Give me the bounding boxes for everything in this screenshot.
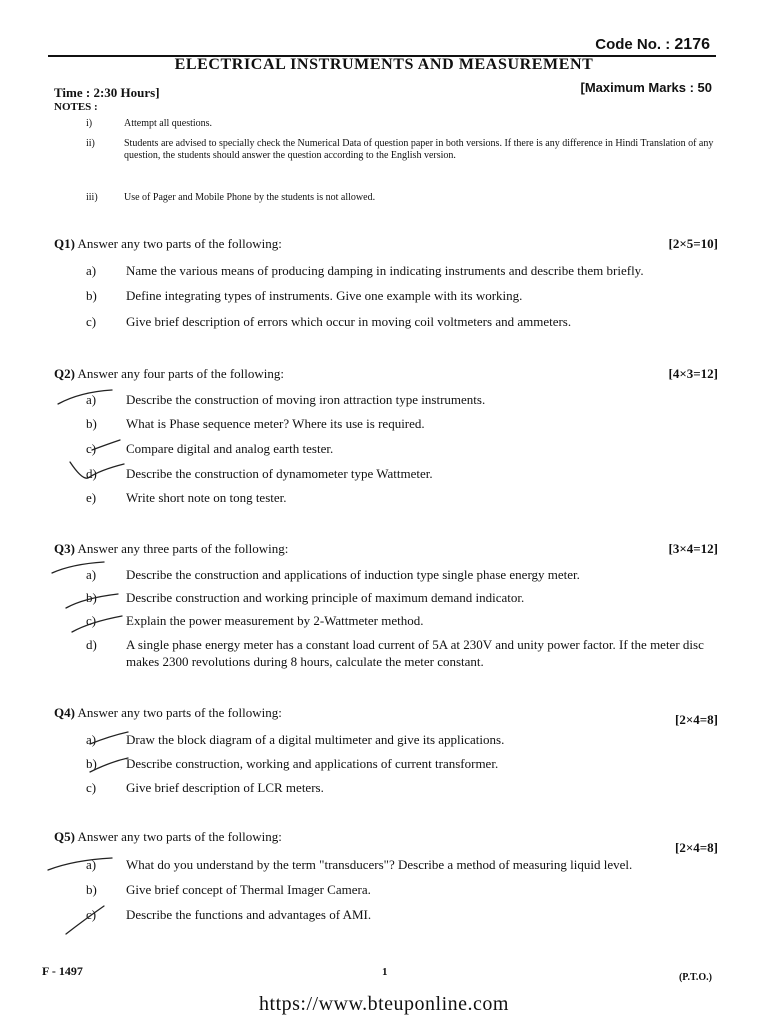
note-text: Students are advised to specially check the Numerical Data of question paper in both versions. If there is any difference in Hindi Translation of any question, the students should answer the question according to the English version. [124,138,714,161]
code-value: 2176 [674,36,710,53]
question-number: Q1) [54,236,75,251]
pto-label: (P.T.O.) [678,972,712,983]
part-label: b) [86,756,97,771]
part-text: Write short note on tong tester. [126,490,287,505]
part-text: Give brief concept of Thermal Imager Camera. [126,882,371,897]
website-url: https://www.bteuponline.com [259,993,509,1015]
part-label: b) [86,882,97,897]
notes-heading: NOTES : [54,101,98,113]
note-number: iii) [86,192,98,203]
question-marks: [2×5=10] [668,236,718,251]
part-text: Draw the block diagram of a digital multimeter and give its applications. [126,732,505,747]
part-text: Compare digital and analog earth tester. [126,441,334,456]
part-label: b) [86,416,97,431]
part-text: Describe the construction of dynamometer type Wattmeter. [126,466,433,481]
part-text: Give brief description of LCR meters. [126,780,324,795]
part-label: d) [86,637,97,652]
part-label: b) [86,288,97,303]
time-allowed: Time : 2:30 Hours] [54,85,160,100]
question-marks: [3×4=12] [668,541,718,556]
part-text: Describe the construction and applications of induction type single phase energy meter. [126,567,580,582]
question-number: Q5) [54,829,75,844]
page-number: 1 [382,966,388,978]
part-label: a) [86,392,97,407]
question-instruction: Answer any four parts of the following: [77,366,285,381]
pen-tick-mark [70,462,124,478]
question-number: Q2) [54,366,75,381]
code-label: Code No. : [595,36,671,53]
part-label: e) [86,490,97,505]
part-label: c) [86,441,97,456]
question-instruction: Answer any three parts of the following: [77,541,289,556]
paper-code: F - 1497 [42,964,83,978]
part-label: c) [86,613,97,628]
question-number: Q4) [54,705,75,720]
part-text: Describe the construction of moving iron attraction type instruments. [126,392,486,407]
question-marks: [2×4=8] [675,840,718,855]
part-label: c) [86,907,97,922]
pen-tick-mark [66,906,104,934]
question-marks: [4×3=12] [668,366,718,381]
pen-tick-mark [92,440,120,450]
part-label: d) [86,466,97,481]
question-marks: [2×4=8] [675,712,718,727]
part-label: a) [86,263,97,278]
code-number [595,36,710,54]
note-number: ii) [86,138,95,149]
question-heading-q4 [54,705,718,727]
part-text: Describe construction and working principle of maximum demand indicator. [126,590,525,605]
part-text: Define integrating types of instruments. Give one example with its working. [126,288,523,303]
paper-title: ELECTRICAL INSTRUMENTS AND MEASUREMENT [174,56,594,73]
part-label: a) [86,567,97,582]
pen-tick-mark [48,858,112,870]
pen-tick-mark [58,390,112,404]
question-heading-q2 [54,366,718,382]
question-heading-q5 [54,829,718,855]
part-text: Name the various means of producing damping in indicating instruments and describe them briefly. [126,263,644,278]
question-number: Q3) [54,541,75,556]
question-instruction: Answer any two parts of the following: [77,236,282,251]
pen-tick-mark [52,562,104,573]
part-text: Describe the functions and advantages of AMI. [126,907,372,922]
pen-tick-mark [72,616,122,632]
question-instruction: Answer any two parts of the following: [77,705,282,720]
part-label: a) [86,732,97,747]
part-text: Give brief description of errors which occur in moving coil voltmeters and ammeters. [126,314,572,329]
note-text: Attempt all questions. [124,118,213,129]
maximum-marks: [Maximum Marks : 50 [580,80,712,95]
part-label: c) [86,780,97,795]
part-label: c) [86,314,97,329]
question-heading-q3 [54,541,718,557]
question-heading-q1 [54,236,718,252]
part-text: A single phase energy meter has a constant load current of 5A at 230V and unity power factor. If the meter disc makes 2300 revolutions during 8 hours, calculate the meter constant. [126,637,704,669]
note-text: Use of Pager and Mobile Phone by the students is not allowed. [124,192,376,203]
part-label: a) [86,857,97,872]
part-text: Describe construction, working and applications of current transformer. [126,756,499,771]
part-text: Explain the power measurement by 2-Wattmeter method. [126,613,424,628]
part-label: b) [86,590,97,605]
part-text: What is Phase sequence meter? Where its use is required. [126,416,425,431]
question-instruction: Answer any two parts of the following: [77,829,282,844]
note-number: i) [86,118,93,129]
part-text: What do you understand by the term "transducers"? Describe a method of measuring liquid level. [126,857,633,872]
